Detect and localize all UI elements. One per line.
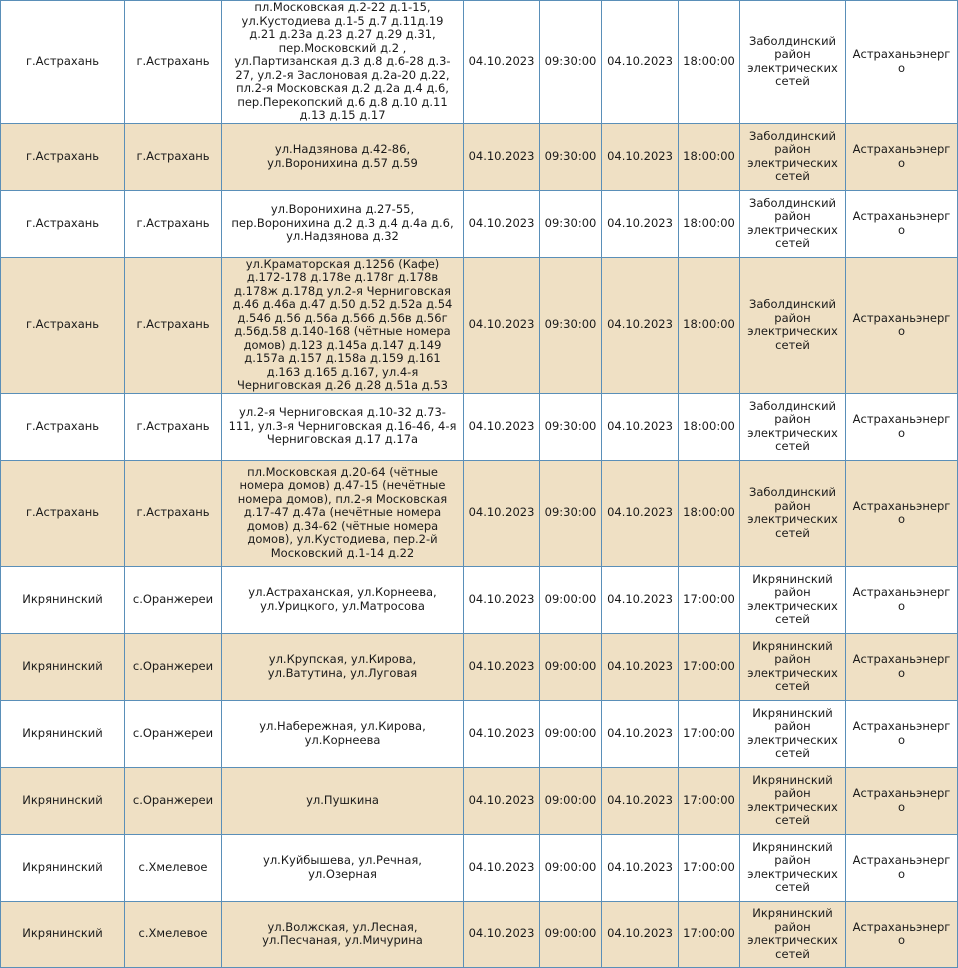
table-row	[1, 190, 958, 257]
district-cell: г.Астрахань	[1, 257, 125, 393]
locality-cell: с.Оранжереи	[125, 566, 222, 633]
address-cell: ул.Куйбышева, ул.Речная, ул.Озерная	[222, 834, 464, 901]
district-cell: г.Астрахань	[1, 1, 125, 124]
district-cell: Икрянинский	[1, 767, 125, 834]
address-cell: ул.Пушкина	[222, 767, 464, 834]
locality-cell: с.Хмелевое	[125, 834, 222, 901]
table-row	[1, 834, 958, 901]
start-time-cell: 09:00:00	[540, 700, 602, 767]
org-cell: Астраханьэнерго	[846, 257, 958, 393]
table-row	[1, 901, 958, 967]
address-cell: ул.2-я Черниговская д.10-32 д.73-111, ул.3-я Черниговская д.16-46, 4-я Черниговская д.17 д.17а	[222, 393, 464, 460]
start-time-cell: 09:00:00	[540, 633, 602, 700]
res-cell: Икрянинский район электрических сетей	[740, 633, 846, 700]
org-cell: Астраханьэнерго	[846, 633, 958, 700]
res-cell: Заболдинский район электрических сетей	[740, 460, 846, 566]
res-cell: Икрянинский район электрических сетей	[740, 767, 846, 834]
address-cell: ул.Надзянова д.42-86, ул.Воронихина д.57 д.59	[222, 123, 464, 190]
district-cell: Икрянинский	[1, 901, 125, 967]
locality-cell: г.Астрахань	[125, 257, 222, 393]
district-cell: Икрянинский	[1, 834, 125, 901]
locality-cell: с.Оранжереи	[125, 767, 222, 834]
start-date-cell: 04.10.2023	[464, 633, 540, 700]
start-time-cell: 09:00:00	[540, 834, 602, 901]
start-time-cell: 09:30:00	[540, 190, 602, 257]
table-row	[1, 767, 958, 834]
org-cell: Астраханьэнерго	[846, 393, 958, 460]
end-time-cell: 17:00:00	[679, 901, 740, 967]
org-cell: Астраханьэнерго	[846, 123, 958, 190]
end-date-cell: 04.10.2023	[602, 190, 679, 257]
district-cell: г.Астрахань	[1, 460, 125, 566]
res-cell: Икрянинский район электрических сетей	[740, 566, 846, 633]
res-cell: Икрянинский район электрических сетей	[740, 700, 846, 767]
end-time-cell: 17:00:00	[679, 566, 740, 633]
res-cell: Заболдинский район электрических сетей	[740, 393, 846, 460]
end-date-cell: 04.10.2023	[602, 901, 679, 967]
address-cell: ул.Краматорская д.1256 (Кафе) д.172-178 д.178е д.178г д.178в д.178ж д.178д ул.2-я Черниговская д.46 д.46а д.47 д.50 д.52 д.52а д.54 д.546 д.56 д.56а д.566 д.56в д.56г д.56д.58 д.140-168 (чётные номера домов) д.123 д.145а д.147 д.149 д.157а д.157 д.158а д.159 д.161 д.163 д.165 д.167, ул.4-я Черниговская д.26 д.28 д.51а д.53	[222, 257, 464, 393]
start-time-cell: 09:00:00	[540, 901, 602, 967]
locality-cell: г.Астрахань	[125, 190, 222, 257]
address-cell: ул.Воронихина д.27-55, пер.Воронихина д.2 д.3 д.4 д.4а д.6, ул.Надзянова д.32	[222, 190, 464, 257]
start-date-cell: 04.10.2023	[464, 460, 540, 566]
end-date-cell: 04.10.2023	[602, 1, 679, 124]
org-cell: Астраханьэнерго	[846, 460, 958, 566]
table-row	[1, 633, 958, 700]
start-time-cell: 09:00:00	[540, 767, 602, 834]
table-row	[1, 1, 958, 124]
end-date-cell: 04.10.2023	[602, 633, 679, 700]
end-date-cell: 04.10.2023	[602, 767, 679, 834]
end-time-cell: 18:00:00	[679, 460, 740, 566]
address-cell: пл.Московская д.2-22 д.1-15, ул.Кустодиева д.1-5 д.7 д.11д.19 д.21 д.23а д.23 д.27 д.29 д.31, пер.Московский д.2 , ул.Партизанская д.3 д.8 д.6-28 д.3-27, ул.2-я Заслоновая д.2а-20 д.22, пл.2-я Московская д.2 д.2а д.4 д.6, пер.Перекопский д.6 д.8 д.10 д.11 д.13 д.15 д.17	[222, 1, 464, 124]
locality-cell: с.Оранжереи	[125, 700, 222, 767]
district-cell: г.Астрахань	[1, 190, 125, 257]
org-cell: Астраханьэнерго	[846, 566, 958, 633]
start-time-cell: 09:30:00	[540, 257, 602, 393]
locality-cell: г.Астрахань	[125, 460, 222, 566]
end-time-cell: 17:00:00	[679, 700, 740, 767]
end-date-cell: 04.10.2023	[602, 460, 679, 566]
res-cell: Заболдинский район электрических сетей	[740, 1, 846, 124]
table-row	[1, 700, 958, 767]
start-time-cell: 09:30:00	[540, 1, 602, 124]
end-time-cell: 18:00:00	[679, 257, 740, 393]
locality-cell: г.Астрахань	[125, 393, 222, 460]
end-time-cell: 17:00:00	[679, 767, 740, 834]
start-date-cell: 04.10.2023	[464, 834, 540, 901]
start-date-cell: 04.10.2023	[464, 1, 540, 124]
start-date-cell: 04.10.2023	[464, 767, 540, 834]
end-time-cell: 18:00:00	[679, 1, 740, 124]
start-date-cell: 04.10.2023	[464, 393, 540, 460]
end-date-cell: 04.10.2023	[602, 700, 679, 767]
end-time-cell: 18:00:00	[679, 393, 740, 460]
res-cell: Заболдинский район электрических сетей	[740, 190, 846, 257]
end-date-cell: 04.10.2023	[602, 834, 679, 901]
end-time-cell: 17:00:00	[679, 633, 740, 700]
res-cell: Заболдинский район электрических сетей	[740, 257, 846, 393]
start-time-cell: 09:30:00	[540, 393, 602, 460]
org-cell: Астраханьэнерго	[846, 901, 958, 967]
org-cell: Астраханьэнерго	[846, 190, 958, 257]
district-cell: г.Астрахань	[1, 123, 125, 190]
start-time-cell: 09:30:00	[540, 123, 602, 190]
org-cell: Астраханьэнерго	[846, 767, 958, 834]
res-cell: Заболдинский район электрических сетей	[740, 123, 846, 190]
address-cell: ул.Набережная, ул.Кирова, ул.Корнеева	[222, 700, 464, 767]
org-cell: Астраханьэнерго	[846, 700, 958, 767]
address-cell: пл.Московская д.20-64 (чётные номера домов) д.47-15 (нечётные номера домов), пл.2-я Московская д.17-47 д.47а (нечётные номера домов) д.34-62 (чётные номера домов), ул.Кустодиева, пер.2-й Московский д.1-14 д.22	[222, 460, 464, 566]
start-date-cell: 04.10.2023	[464, 700, 540, 767]
address-cell: ул.Астраханская, ул.Корнеева, ул.Урицкого, ул.Матросова	[222, 566, 464, 633]
district-cell: г.Астрахань	[1, 393, 125, 460]
table-row	[1, 393, 958, 460]
end-time-cell: 17:00:00	[679, 834, 740, 901]
res-cell: Икрянинский район электрических сетей	[740, 834, 846, 901]
start-date-cell: 04.10.2023	[464, 901, 540, 967]
table-row	[1, 460, 958, 566]
locality-cell: с.Оранжереи	[125, 633, 222, 700]
locality-cell: с.Хмелевое	[125, 901, 222, 967]
table-row	[1, 566, 958, 633]
start-time-cell: 09:00:00	[540, 566, 602, 633]
address-cell: ул.Крупская, ул.Кирова, ул.Ватутина, ул.Луговая	[222, 633, 464, 700]
start-time-cell: 09:30:00	[540, 460, 602, 566]
end-time-cell: 18:00:00	[679, 190, 740, 257]
end-date-cell: 04.10.2023	[602, 393, 679, 460]
district-cell: Икрянинский	[1, 633, 125, 700]
district-cell: Икрянинский	[1, 700, 125, 767]
start-date-cell: 04.10.2023	[464, 123, 540, 190]
res-cell: Икрянинский район электрических сетей	[740, 901, 846, 967]
locality-cell: г.Астрахань	[125, 1, 222, 124]
table-row	[1, 123, 958, 190]
locality-cell: г.Астрахань	[125, 123, 222, 190]
end-date-cell: 04.10.2023	[602, 566, 679, 633]
district-cell: Икрянинский	[1, 566, 125, 633]
org-cell: Астраханьэнерго	[846, 1, 958, 124]
end-date-cell: 04.10.2023	[602, 257, 679, 393]
end-time-cell: 18:00:00	[679, 123, 740, 190]
table-row	[1, 257, 958, 393]
start-date-cell: 04.10.2023	[464, 257, 540, 393]
end-date-cell: 04.10.2023	[602, 123, 679, 190]
start-date-cell: 04.10.2023	[464, 190, 540, 257]
start-date-cell: 04.10.2023	[464, 566, 540, 633]
address-cell: ул.Волжская, ул.Лесная, ул.Песчаная, ул.Мичурина	[222, 901, 464, 967]
org-cell: Астраханьэнерго	[846, 834, 958, 901]
